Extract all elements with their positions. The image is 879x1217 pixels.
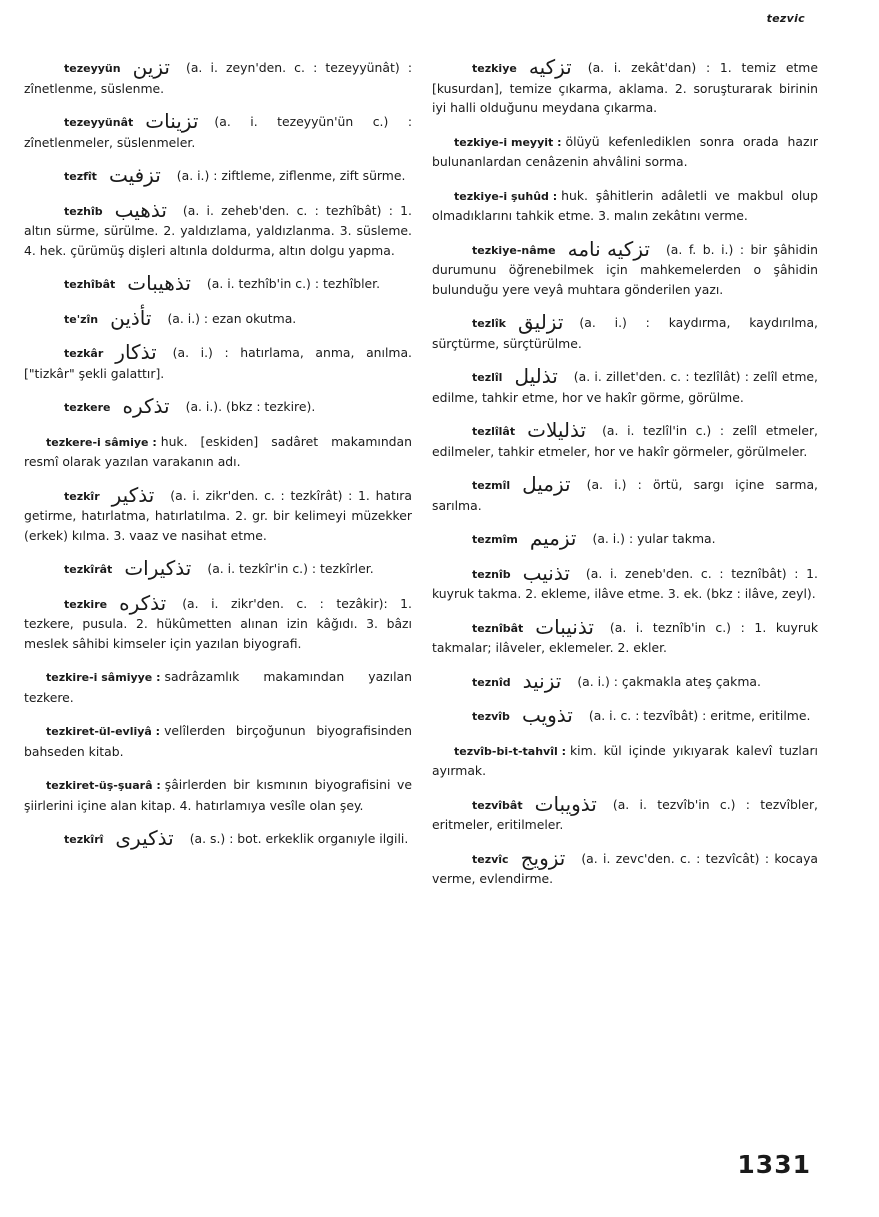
- entry-arabic-script: تزينات: [145, 109, 199, 133]
- entry-definition: (a. i. zeneb'den. c. : teznîbât) : 1. kuyruk takma. 2. ekleme, ilâve etme. 3. ek. (bkz : ilâve, zeyl).: [432, 565, 818, 601]
- sub-entry: [24, 667, 412, 707]
- dictionary-entry: [432, 236, 818, 300]
- dictionary-entry: [24, 55, 412, 98]
- page-header-word: tezvic: [766, 12, 805, 25]
- dictionary-entry: [432, 418, 818, 461]
- entry-definition: kim. kül içinde yıkıyarak kalevî tuzları ayırmak.: [432, 742, 818, 778]
- entry-definition: (a. i. zikr'den. c. : tezkîrât) : 1. hatıra getirme, hatırlatma, hatırlatılma. 2. gr. bir kelimeyi müzekker (erkek) kılma. 3. vaaz ve nasihat etme.: [24, 487, 412, 543]
- entry-headword: tezvîb-bi-t-tahvîl :: [454, 744, 566, 758]
- dictionary-entry: [432, 845, 818, 889]
- entry-headword: tezkire: [64, 597, 108, 611]
- dictionary-entry: [432, 668, 818, 693]
- entry-definition: (a. i. tezkîr'in c.) : tezkîrler.: [207, 561, 374, 576]
- entry-headword: tezfît: [64, 170, 97, 183]
- entry-definition: (a. i. teznîb'in c.) : 1. kuyruk takmalar; ilâveler, eklemeler. 2. ekler.: [432, 619, 818, 655]
- entry-headword: tezlîlât: [472, 425, 516, 438]
- entry-arabic-script: تذويب: [521, 703, 573, 727]
- entry-headword: tezkere: [64, 401, 111, 414]
- entry-headword: tezhîb: [64, 204, 103, 218]
- dictionary-entry: [432, 55, 818, 118]
- dictionary-entry: [24, 826, 412, 850]
- sub-entry: [24, 775, 412, 815]
- entry-headword: tezeyyünât: [64, 116, 134, 129]
- entry-headword: tezkiret-üş-şuarâ :: [46, 779, 161, 792]
- left-column: [24, 55, 412, 864]
- entry-arabic-script: تذهيب: [114, 197, 167, 222]
- entry-headword: tezkiye-i şuhûd :: [454, 189, 558, 203]
- dictionary-entry: [24, 394, 412, 418]
- entry-definition: (a. i.) : ziftleme, ziflenme, zift sürme.: [176, 168, 406, 183]
- entry-arabic-script: تأذين: [110, 305, 152, 330]
- entry-definition: (a. i.). (bkz : tezkire).: [185, 399, 316, 414]
- sub-entry: [432, 132, 818, 172]
- entry-headword: tezkire-i sâmiyye :: [46, 671, 161, 684]
- entry-definition: (a. i. zevc'den. c. : tezvîcât) : kocaya verme, evlendirme.: [432, 850, 818, 886]
- entry-definition: sadrâzamlık makamından yazılan tezkere.: [24, 669, 412, 705]
- entry-definition: huk. [eskiden] sadâret makamından resmî olarak yazılan varakanın adı.: [24, 433, 412, 469]
- entry-definition: (a. i.) : kaydırma, kaydırılma, sürçtürme, sürçtürülme.: [432, 315, 818, 351]
- entry-definition: (a. i. zeheb'den. c. : tezhîbât) : 1. altın sürme, sürülme. 2. yaldızlama, yaldızlanma. 3. süsleme. 4. hek. çürümüş dişleri altınla doldurma, altın dolgu yapma.: [24, 202, 412, 258]
- dictionary-entry: [432, 526, 818, 550]
- entry-arabic-script: تزنيد: [522, 668, 562, 693]
- entry-definition: (a. i. c. : tezvîbât) : eritme, eritilme.: [588, 708, 811, 723]
- dictionary-entry: [24, 163, 412, 187]
- entry-definition: (a. i. tezeyyün'ün c.) : zînetlenmeler, süslenmeler.: [24, 114, 412, 150]
- entry-arabic-script: تزين: [132, 55, 170, 79]
- dictionary-entry: [432, 310, 818, 353]
- dictionary-entry: [24, 109, 412, 152]
- sub-entry: [432, 186, 818, 226]
- entry-headword: tezkîrî: [64, 833, 104, 846]
- entry-arabic-script: تذكار: [115, 340, 157, 364]
- entry-headword: te'zîn: [64, 312, 99, 326]
- entry-arabic-script: تذكره: [122, 394, 170, 418]
- entry-definition: (a. i. tezhîb'in c.) : tezhîbler.: [206, 276, 381, 291]
- entry-definition: velîlerden birçoğunun biyografisinden bahseden kitab.: [24, 723, 412, 759]
- entry-headword: tezkîr: [64, 489, 100, 503]
- page-number: 1331: [737, 1150, 811, 1179]
- dictionary-entry: [432, 614, 818, 658]
- entry-headword: tezeyyün: [64, 62, 121, 75]
- entry-headword: tezlîl: [472, 371, 503, 384]
- dictionary-entry: [24, 556, 412, 580]
- dictionary-entry: [24, 271, 412, 295]
- entry-arabic-script: تذهيبات: [127, 271, 191, 295]
- entry-headword: teznîb: [472, 567, 511, 581]
- sub-entry: [24, 432, 412, 472]
- right-column: [432, 55, 818, 903]
- entry-definition: şâirlerden bir kısmının biyografisini ve şiirlerini içine alan kitap. 4. hatırlamıya vesîle olan şey.: [24, 777, 412, 813]
- entry-definition: (a. i. zeyn'den. c. : tezeyyünât) : zînetlenme, süslenme.: [24, 60, 412, 96]
- entry-headword: tezhîbât: [64, 278, 116, 291]
- entry-arabic-script: تزكيه نامه: [567, 236, 650, 261]
- dictionary-entry: [432, 703, 818, 727]
- entry-headword: tezmîl: [472, 479, 511, 492]
- entry-definition: (a. i.) : ezan okutma.: [167, 310, 297, 326]
- dictionary-entry: [24, 590, 412, 654]
- dictionary-entry: [24, 482, 412, 546]
- entry-arabic-script: تذكيرات: [124, 556, 192, 580]
- entry-headword: tezkâr: [64, 347, 104, 360]
- entry-headword: tezvîb: [472, 710, 510, 723]
- entry-definition: (a. i. zillet'den. c. : tezlîlât) : zelîl etme, edilme, tahkir etme, hor ve hakîr görme, görülme.: [432, 369, 818, 405]
- entry-definition: (a. i. zikr'den. c. : tezâkir): 1. tezkere, pusula. 2. hükûmetten alınan izin kâğıdı. 3. bâzı meslek sâhibi kimseler için yazılan biyografi.: [24, 595, 412, 651]
- dictionary-entry: [24, 197, 412, 261]
- entry-arabic-script: تذكيرى: [115, 826, 174, 850]
- entry-headword: tezkiye-i meyyit :: [454, 135, 562, 149]
- entry-headword: teznîbât: [472, 621, 524, 635]
- entry-arabic-script: تذكره: [119, 590, 167, 615]
- entry-arabic-script: تذنيب: [522, 560, 570, 585]
- entry-headword: tezkîrât: [64, 563, 113, 576]
- entry-arabic-script: تذكير: [111, 482, 155, 507]
- entry-definition: (a. i. zekât'dan) : 1. temiz etme [kusurdan], temize çıkarma, aklama. 2. soruşturarak birinin iyi halli olduğunu meydana çıkarma.: [432, 60, 818, 115]
- entry-arabic-script: تزفيت: [108, 163, 161, 187]
- entry-definition: (a. i.) : örtü, sargı içine sarma, sarılma.: [432, 477, 818, 513]
- entry-arabic-script: تذويبات: [534, 791, 597, 816]
- sub-entry: [24, 721, 412, 761]
- entry-arabic-script: تزميل: [522, 472, 571, 496]
- entry-headword: tezvîc: [472, 852, 509, 866]
- entry-headword: tezkiye-nâme: [472, 243, 556, 257]
- dictionary-entry: [24, 340, 412, 383]
- entry-arabic-script: تذليلات: [527, 418, 587, 442]
- entry-headword: tezvîbât: [472, 798, 523, 812]
- sub-entry: [432, 741, 818, 781]
- entry-headword: tezkiret-ül-evliyâ :: [46, 725, 161, 738]
- dictionary-entry: [432, 472, 818, 515]
- entry-arabic-script: تذليل: [514, 364, 558, 388]
- entry-arabic-script: تزميم: [529, 526, 577, 550]
- entry-headword: tezkere-i sâmiye :: [46, 435, 157, 449]
- entry-definition: (a. i. tezlîl'in c.) : zelîl etmeler, edilmeler, tahkir etmeler, hor ve hakîr görmeler, görülmeler.: [432, 423, 818, 459]
- entry-definition: (a. f. b. i.) : bir şâhidin durumunu öğrenebilmek için mahkemelerden o şâhidin bulunduğu yere veyâ muhtara gönderilen yazı.: [432, 241, 818, 297]
- entry-definition: huk. şâhitlerin adâletli ve makbul olup olmadıklarını tahkik etme. 3. malın zekâtını verme.: [432, 187, 818, 223]
- dictionary-entry: [432, 791, 818, 835]
- entry-definition: ölüyü kefenlediklen sonra orada hazır bulunanlardan cenâzenin ahvâlini sorma.: [432, 133, 818, 169]
- entry-definition: (a. i.) : yular takma.: [592, 531, 716, 546]
- entry-headword: tezlîk: [472, 317, 506, 330]
- entry-definition: (a. i.) : çakmakla ateş çakma.: [577, 673, 761, 689]
- entry-definition: (a. i. tezvîb'in c.) : tezvîbler, eritmeler, eritilmeler.: [432, 796, 818, 832]
- dictionary-entry: [24, 305, 412, 330]
- entry-definition: (a. s.) : bot. erkeklik organıyle ilgili.: [189, 831, 409, 846]
- dictionary-entry: [432, 560, 818, 604]
- entry-headword: tezmîm: [472, 533, 518, 546]
- entry-arabic-script: تزويج: [520, 845, 566, 870]
- entry-arabic-script: تذنيبات: [535, 614, 594, 639]
- entry-headword: teznîd: [472, 675, 511, 689]
- entry-definition: (a. i.) : hatırlama, anma, anılma. ["tizkâr" şekli galattır].: [24, 345, 412, 381]
- entry-arabic-script: تزليق: [517, 310, 564, 334]
- entry-arabic-script: تزكيه: [528, 55, 572, 79]
- entry-headword: tezkiye: [472, 62, 517, 75]
- dictionary-entry: [432, 364, 818, 407]
